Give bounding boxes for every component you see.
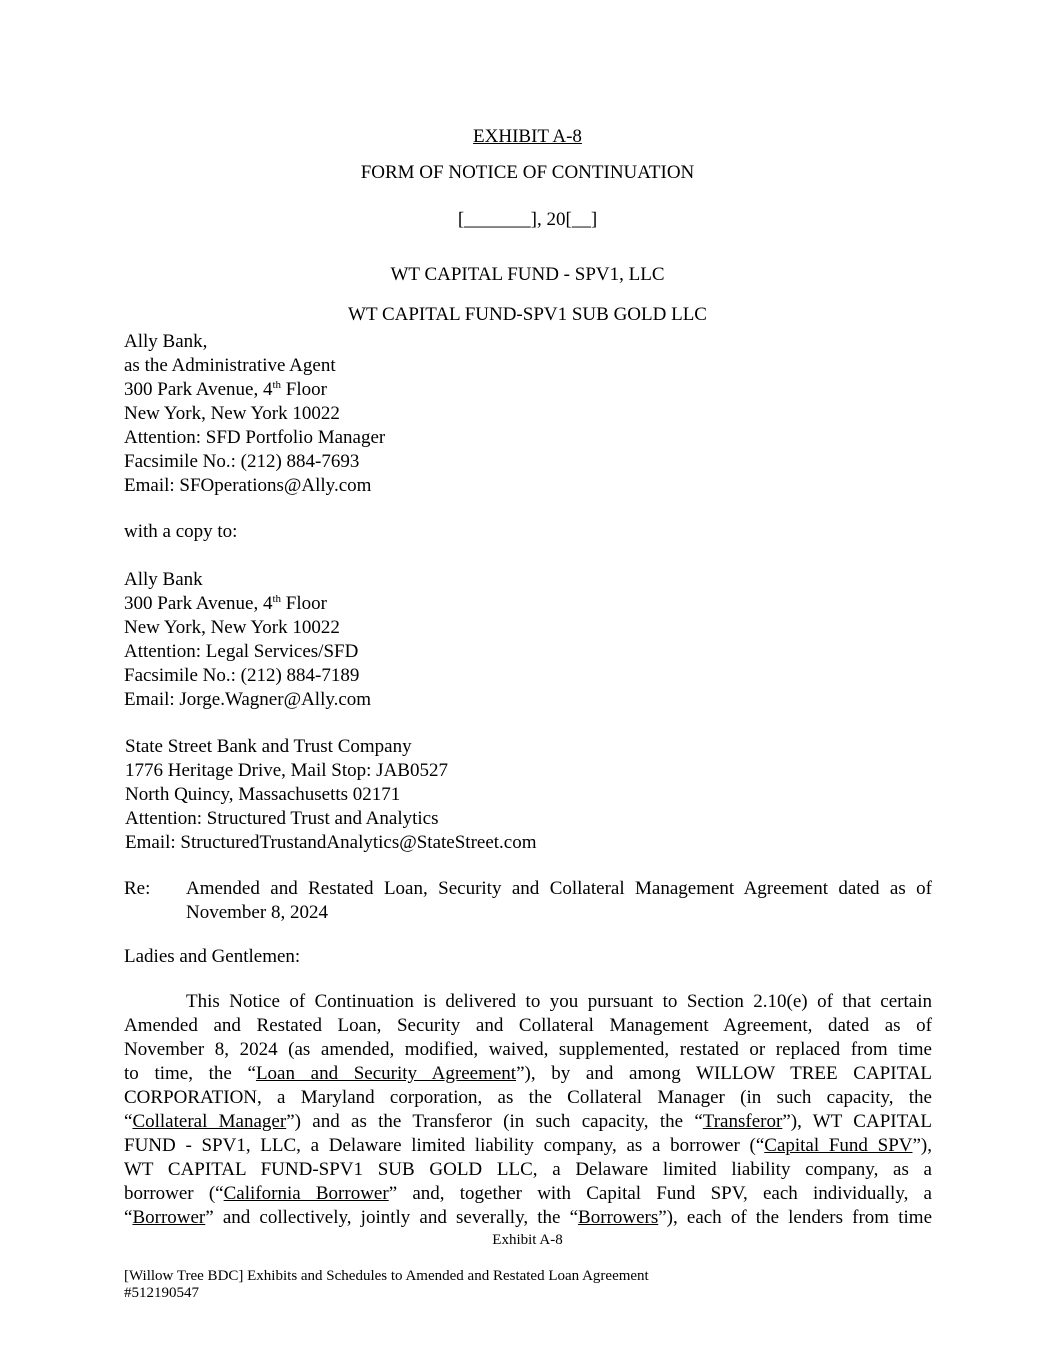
body-paragraph <box>124 990 932 1230</box>
entity-name-1: WT CAPITAL FUND - SPV1, LLC <box>390 264 665 285</box>
recipient-fax: Facsimile No.: (212) 884-7693 <box>124 451 360 472</box>
body-line: FUND - SPV1, LLC, a Delaware limited liability company, as a borrower (“Capital Fund SPV”), <box>124 1135 932 1156</box>
recipient-fax: Facsimile No.: (212) 884-7189 <box>124 665 360 686</box>
recipient-name: Ally Bank, <box>124 331 208 352</box>
recipient-attention: Attention: Legal Services/SFD <box>124 641 359 662</box>
re-subject: Amended and Restated Loan, Security and Collateral Management Agreement dated as of November 8, 2024 <box>186 878 932 923</box>
recipient-role: as the Administrative Agent <box>124 355 336 376</box>
recipient-name: Ally Bank <box>124 569 203 590</box>
recipient-street: 300 Park Avenue, 4th Floor <box>124 593 327 614</box>
body-line: CORPORATION, a Maryland corporation, as the Collateral Manager (in such capacity, the <box>124 1087 932 1108</box>
recipient-city: New York, New York 10022 <box>124 403 340 424</box>
copy-to-label: with a copy to: <box>124 521 238 542</box>
defined-term-california-borrower: California Borrower <box>223 1183 389 1204</box>
recipient-email: Email: Jorge.Wagner@Ally.com <box>124 689 372 710</box>
body-line: “Collateral Manager”) and as the Transferor (in such capacity, the “Transferor”), WT CAPITAL <box>124 1111 933 1132</box>
recipient-name: State Street Bank and Trust Company <box>125 736 412 757</box>
salutation: Ladies and Gentlemen: <box>124 946 301 967</box>
recipient-email: Email: StructuredTrustandAnalytics@StateStreet.com <box>125 832 537 853</box>
document-footer <box>124 1268 649 1302</box>
recipient-street: 1776 Heritage Drive, Mail Stop: JAB0527 <box>125 760 448 781</box>
body-line: “Borrower” and collectively, jointly and severally, the “Borrowers”), each of the lenders from time <box>124 1207 932 1228</box>
date-placeholder: [_______], 20[__] <box>457 209 598 230</box>
recipient-city: North Quincy, Massachusetts 02171 <box>125 784 401 805</box>
form-title: FORM OF NOTICE OF CONTINUATION <box>360 162 695 183</box>
entity-name-2: WT CAPITAL FUND-SPV1 SUB GOLD LLC <box>348 304 707 325</box>
recipient-block-admin-agent <box>124 330 385 498</box>
defined-term-borrowers: Borrowers <box>578 1207 659 1228</box>
body-line: Amended and Restated Loan, Security and Collateral Management Agreement, dated as of <box>124 1015 932 1036</box>
defined-term-transferor: Transferor <box>702 1111 783 1132</box>
body-line: This Notice of Continuation is delivered to you pursuant to Section 2.10(e) of that certain <box>186 991 932 1012</box>
defined-term-capital-fund-spv: Capital Fund SPV <box>764 1135 913 1156</box>
exhibit-heading: EXHIBIT A-8 <box>473 126 582 147</box>
defined-term-collateral-manager: Collateral Manager <box>132 1111 287 1132</box>
defined-term-borrower: Borrower <box>132 1207 206 1228</box>
body-line: November 8, 2024 (as amended, modified, waived, supplemented, restated or replaced from time <box>124 1039 932 1060</box>
footer-doc-title: [Willow Tree BDC] Exhibits and Schedules to Amended and Restated Loan Agreement <box>124 1268 649 1284</box>
recipient-street: 300 Park Avenue, 4th Floor <box>124 379 327 400</box>
defined-term-loan-and-security-agreement: Loan and Security Agreement <box>255 1063 517 1084</box>
recipient-city: New York, New York 10022 <box>124 617 340 638</box>
recipient-attention: Attention: Structured Trust and Analytics <box>125 808 439 829</box>
recipient-email: Email: SFOperations@Ally.com <box>124 475 372 496</box>
page-footer-label: Exhibit A-8 <box>492 1232 563 1248</box>
body-line: borrower (“California Borrower” and, together with Capital Fund SPV, each individually, a <box>124 1183 932 1204</box>
re-label: Re: <box>124 878 151 899</box>
recipient-attention: Attention: SFD Portfolio Manager <box>124 427 386 448</box>
footer-doc-number: #512190547 <box>124 1285 199 1301</box>
body-line: WT CAPITAL FUND-SPV1 SUB GOLD LLC, a Delaware limited liability company, as a <box>124 1159 932 1180</box>
recipient-block-state-street <box>125 735 537 855</box>
body-line: to time, the “Loan and Security Agreement”), by and among WILLOW TREE CAPITAL <box>124 1063 932 1084</box>
recipient-block-legal <box>124 568 371 712</box>
